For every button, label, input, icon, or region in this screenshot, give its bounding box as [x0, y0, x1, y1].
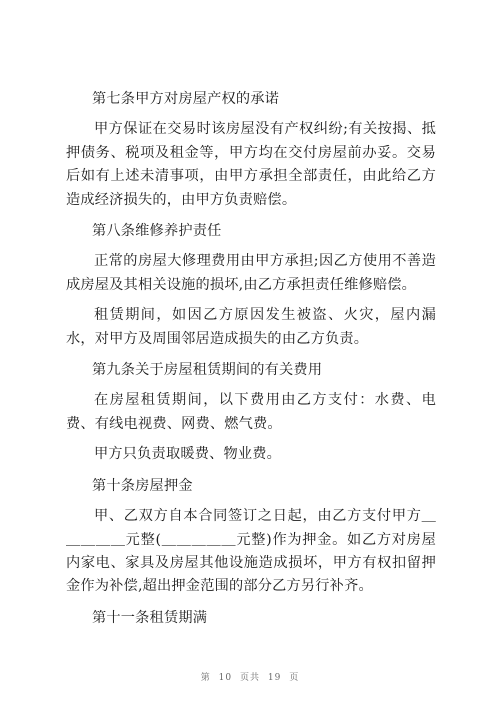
footer-prefix: 第 [200, 673, 211, 683]
section-heading-11: 第十一条租赁期满 [92, 609, 208, 626]
section-heading-10: 第十条房屋押金 [92, 477, 193, 494]
section-10-paragraph-1: 甲、乙双方自本合同签订之日起，由乙方支付甲方＿＿＿＿＿元整(＿＿＿＿＿元整)作为押金。如乙方对房屋内家电、家具及房屋其他设施造成损坏，甲方有权扣留押金作为补偿,超出押金范围的部分乙方另行补齐。 [66, 508, 436, 595]
section-heading-7: 第七条甲方对房屋产权的承诺 [92, 91, 280, 107]
section-7-paragraph-1: 甲方保证在交易时该房屋没有产权纠纷;有关按揭、抵押债务、税项及租金等，甲方均在交付房屋前办妥。交易后如有上述未清事项，由甲方承担全部责任，由此给乙方造成经济损失的，由甲方负责赔偿。 [66, 121, 436, 208]
footer-total-pages: 19 [267, 673, 282, 683]
section-9-paragraph-2: 甲方只负责取暖费、物业费。 [94, 446, 282, 463]
section-9-paragraph-1: 在房屋租赁期间，以下费用由乙方支付：水费、电费、有线电视费、网费、燃气费。 [66, 392, 436, 432]
section-8-paragraph-2: 租赁期间，如因乙方原因发生被盗、火灾，屋内漏水，对甲方及周围邻居造成损失的由乙方负责。 [66, 307, 436, 347]
section-heading-8: 第八条维修养护责任 [92, 223, 222, 240]
section-8-paragraph-1: 正常的房屋大修理费用由甲方承担;因乙方使用不善造成房屋及其相关设施的损坏,由乙方承担责任维修赔偿。 [66, 253, 436, 293]
section-heading-9: 第九条关于房屋租赁期间的有关费用 [92, 362, 323, 379]
document-body [66, 88, 436, 630]
footer-current-page: 10 [218, 673, 233, 683]
footer-suffix: 页 [289, 673, 300, 683]
page-footer [0, 672, 500, 684]
footer-middle: 页共 [239, 673, 260, 683]
